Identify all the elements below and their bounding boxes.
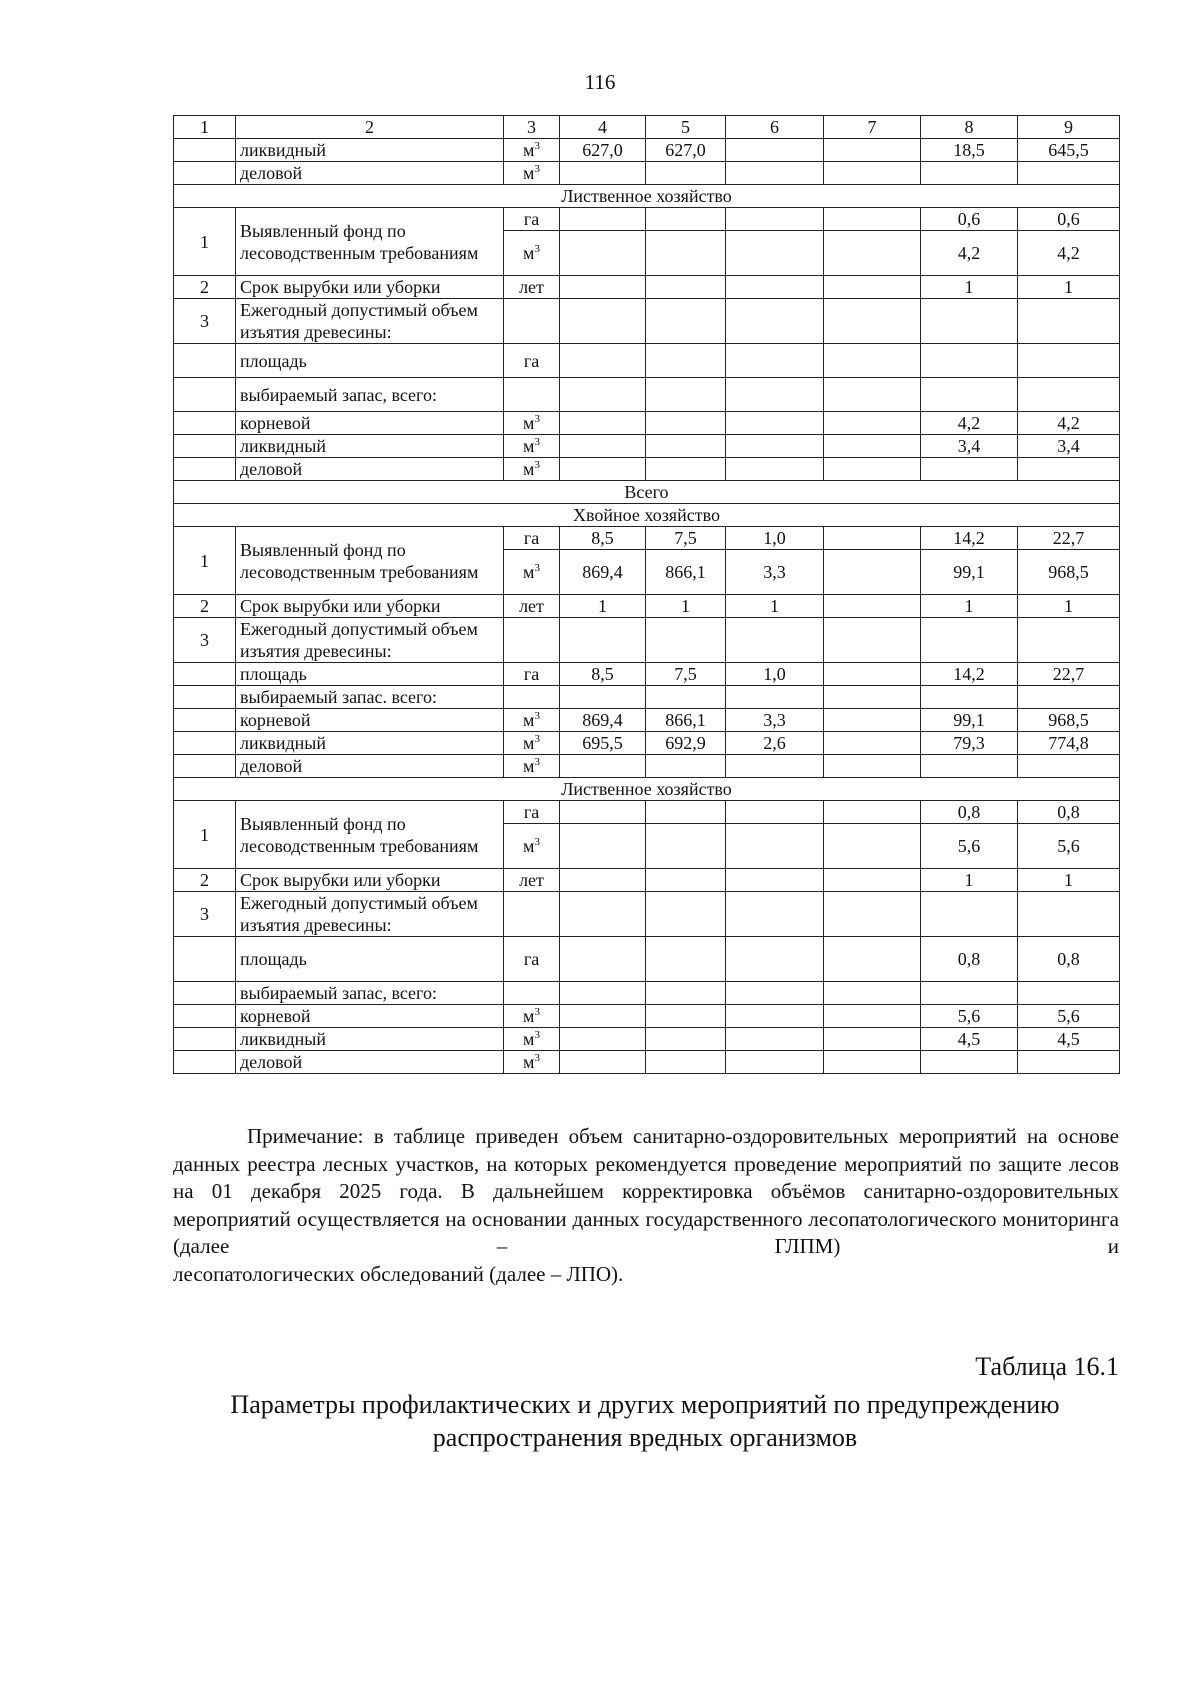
- row-label: Выявленный фонд по лесоводственным требованиям: [236, 527, 504, 595]
- table-row: [174, 801, 1120, 824]
- value-cell: 5,6: [1018, 1005, 1120, 1028]
- value-cell: 1: [1018, 595, 1120, 618]
- row-label: Выявленный фонд по лесоводственным требованиям: [236, 801, 504, 869]
- value-cell: 0,8: [921, 937, 1018, 982]
- value-cell: 14,2: [921, 663, 1018, 686]
- unit-cell: $м^3$: [504, 709, 560, 732]
- table-row: [174, 1028, 1120, 1051]
- table-row: [174, 686, 1120, 709]
- table-row: [174, 458, 1120, 481]
- unit-cell: $м^3$: [504, 435, 560, 458]
- unit-cell: $м^3$: [504, 1028, 560, 1051]
- row-label: Срок вырубки или уборки: [236, 276, 504, 299]
- table-row: [174, 378, 1120, 412]
- table-row: [174, 937, 1120, 982]
- section-header: [174, 778, 1120, 801]
- value-cell: 5,6: [921, 824, 1018, 869]
- page-number: 116: [584, 70, 616, 94]
- value-cell: 0,6: [1018, 208, 1120, 231]
- row-label: корневой: [236, 709, 504, 732]
- row-label: ликвидный: [236, 1028, 504, 1051]
- value-cell: 645,5: [1018, 139, 1120, 162]
- section-header: [174, 185, 1120, 208]
- table-row: [174, 755, 1120, 778]
- value-cell: 869,4: [560, 550, 646, 595]
- row-number: 1: [174, 208, 236, 276]
- section-header: [174, 481, 1120, 504]
- row-label: деловой: [236, 458, 504, 481]
- unit-cell: га: [504, 801, 560, 824]
- row-label: ликвидный: [236, 435, 504, 458]
- section-header: [174, 504, 1120, 527]
- value-cell: 869,4: [560, 709, 646, 732]
- total-title: Всего: [174, 481, 1120, 504]
- table-row: [174, 1051, 1120, 1074]
- row-number: 1: [174, 527, 236, 595]
- value-cell: 3,3: [726, 709, 824, 732]
- col-header: 2: [236, 116, 504, 139]
- row-label: ликвидный: [236, 732, 504, 755]
- col-header: 9: [1018, 116, 1120, 139]
- table-row: [174, 139, 1120, 162]
- row-label: корневой: [236, 1005, 504, 1028]
- value-cell: 4,5: [921, 1028, 1018, 1051]
- value-cell: 0,8: [1018, 801, 1120, 824]
- value-cell: 692,9: [646, 732, 726, 755]
- value-cell: 22,7: [1018, 527, 1120, 550]
- row-label: Ежегодный допустимый объем изъятия древесины:: [236, 618, 504, 663]
- table-caption-title: [150, 1388, 1140, 1454]
- value-cell: 7,5: [646, 527, 726, 550]
- value-cell: 1: [921, 869, 1018, 892]
- unit-cell: $м^3$: [504, 1051, 560, 1074]
- unit-cell: $м^3$: [504, 412, 560, 435]
- table-row: [174, 162, 1120, 185]
- row-label: ликвидный: [236, 139, 504, 162]
- value-cell: 1,0: [726, 527, 824, 550]
- value-cell: 99,1: [921, 550, 1018, 595]
- unit-cell: га: [504, 208, 560, 231]
- value-cell: 4,2: [1018, 231, 1120, 276]
- unit-cell: га: [504, 527, 560, 550]
- value-cell: 1: [1018, 276, 1120, 299]
- table-row: [174, 618, 1120, 663]
- col-header: 7: [824, 116, 921, 139]
- table-row: [174, 344, 1120, 378]
- value-cell: 8,5: [560, 527, 646, 550]
- value-cell: 4,2: [921, 412, 1018, 435]
- table-row: [174, 982, 1120, 1005]
- value-cell: 14,2: [921, 527, 1018, 550]
- unit-cell: $м^3$: [504, 162, 560, 185]
- value-cell: 0,8: [921, 801, 1018, 824]
- value-cell: 866,1: [646, 709, 726, 732]
- row-number: 1: [174, 801, 236, 869]
- unit-cell: $м^3$: [504, 458, 560, 481]
- value-cell: 22,7: [1018, 663, 1120, 686]
- value-cell: 8,5: [560, 663, 646, 686]
- row-label: Выявленный фонд по лесоводственным требованиям: [236, 208, 504, 276]
- value-cell: 3,3: [726, 550, 824, 595]
- data-table: [173, 115, 1120, 1074]
- unit-cell: лет: [504, 276, 560, 299]
- row-number: 3: [174, 299, 236, 344]
- row-label: площадь: [236, 937, 504, 982]
- value-cell: 4,2: [921, 231, 1018, 276]
- value-cell: 5,6: [1018, 824, 1120, 869]
- row-number: 3: [174, 892, 236, 937]
- unit-cell: $м^3$: [504, 824, 560, 869]
- unit-cell: га: [504, 663, 560, 686]
- unit-cell: га: [504, 937, 560, 982]
- value-cell: 0,8: [1018, 937, 1120, 982]
- value-cell: 1: [1018, 869, 1120, 892]
- note-text-end: лесопатологических обследований (далее – ЛПО).: [173, 1261, 624, 1286]
- value-cell: 5,6: [921, 1005, 1018, 1028]
- value-cell: 968,5: [1018, 709, 1120, 732]
- value-cell: 4,2: [1018, 412, 1120, 435]
- unit-cell: $м^3$: [504, 231, 560, 276]
- unit-cell: $м^3$: [504, 755, 560, 778]
- table-row: [174, 1005, 1120, 1028]
- row-label: выбираемый запас. всего:: [236, 686, 504, 709]
- col-header: 1: [174, 116, 236, 139]
- row-label: деловой: [236, 755, 504, 778]
- value-cell: 866,1: [646, 550, 726, 595]
- unit-cell: $м^3$: [504, 1005, 560, 1028]
- row-label: Срок вырубки или уборки: [236, 595, 504, 618]
- table-caption-number: Таблица 16.1: [975, 1352, 1119, 1381]
- section-title: Лиственное хозяйство: [174, 185, 1120, 208]
- value-cell: 1: [646, 595, 726, 618]
- unit-cell: лет: [504, 869, 560, 892]
- row-label: деловой: [236, 162, 504, 185]
- table-row: [174, 299, 1120, 344]
- table-row: [174, 435, 1120, 458]
- note-text: Примечание: в таблице приведен объем санитарно-оздоровительных мероприятий на основе данных реестра лесных участков, на которых рекомендуется проведение мероприятий по защите лесов на 01 декабря 2025 года. В дальнейшем корректировка объёмов санитарно-оздоровительных мероприятий осуществляется на основании данных государственного лесопатологического мониторинга (далее – ГЛПМ) и: [173, 1124, 1119, 1258]
- col-header: 8: [921, 116, 1018, 139]
- unit-cell: $м^3$: [504, 139, 560, 162]
- section-title: Лиственное хозяйство: [174, 778, 1120, 801]
- col-header: 4: [560, 116, 646, 139]
- caption-line: Параметры профилактических и других мероприятий по предупреждению: [230, 1390, 1060, 1419]
- value-cell: 1: [560, 595, 646, 618]
- value-cell: 3,4: [1018, 435, 1120, 458]
- unit-cell: лет: [504, 595, 560, 618]
- table-row: [174, 869, 1120, 892]
- value-cell: 1: [921, 276, 1018, 299]
- value-cell: 774,8: [1018, 732, 1120, 755]
- value-cell: 2,6: [726, 732, 824, 755]
- row-label: корневой: [236, 412, 504, 435]
- table-row: [174, 527, 1120, 550]
- row-number: 3: [174, 618, 236, 663]
- value-cell: 7,5: [646, 663, 726, 686]
- header-row: [174, 116, 1120, 139]
- value-cell: 18,5: [921, 139, 1018, 162]
- value-cell: 99,1: [921, 709, 1018, 732]
- row-number: 2: [174, 869, 236, 892]
- row-label: Ежегодный допустимый объем изъятия древесины:: [236, 892, 504, 937]
- table-row: [174, 663, 1120, 686]
- row-label: площадь: [236, 663, 504, 686]
- table-row: [174, 595, 1120, 618]
- value-cell: 627,0: [646, 139, 726, 162]
- row-number: 2: [174, 276, 236, 299]
- row-label: выбираемый запас, всего:: [236, 982, 504, 1005]
- row-label: площадь: [236, 344, 504, 378]
- table-note: [173, 1123, 1119, 1288]
- caption-line: распространения вредных организмов: [432, 1423, 858, 1452]
- row-label: Срок вырубки или уборки: [236, 869, 504, 892]
- value-cell: 0,6: [921, 208, 1018, 231]
- unit-cell: $м^3$: [504, 550, 560, 595]
- table-row: [174, 732, 1120, 755]
- row-label: выбираемый запас, всего:: [236, 378, 504, 412]
- row-label: Ежегодный допустимый объем изъятия древесины:: [236, 299, 504, 344]
- table-row: [174, 412, 1120, 435]
- value-cell: 695,5: [560, 732, 646, 755]
- unit-cell: $м^3$: [504, 732, 560, 755]
- table-row: [174, 709, 1120, 732]
- value-cell: 1,0: [726, 663, 824, 686]
- row-number: 2: [174, 595, 236, 618]
- value-cell: 4,5: [1018, 1028, 1120, 1051]
- table-row: [174, 276, 1120, 299]
- col-header: 6: [726, 116, 824, 139]
- value-cell: 968,5: [1018, 550, 1120, 595]
- value-cell: 1: [726, 595, 824, 618]
- value-cell: 627,0: [560, 139, 646, 162]
- col-header: 5: [646, 116, 726, 139]
- table-row: [174, 892, 1120, 937]
- col-header: 3: [504, 116, 560, 139]
- table-row: [174, 208, 1120, 231]
- value-cell: 1: [921, 595, 1018, 618]
- value-cell: 3,4: [921, 435, 1018, 458]
- unit-cell: га: [504, 344, 560, 378]
- value-cell: 79,3: [921, 732, 1018, 755]
- row-label: деловой: [236, 1051, 504, 1074]
- section-title: Хвойное хозяйство: [174, 504, 1120, 527]
